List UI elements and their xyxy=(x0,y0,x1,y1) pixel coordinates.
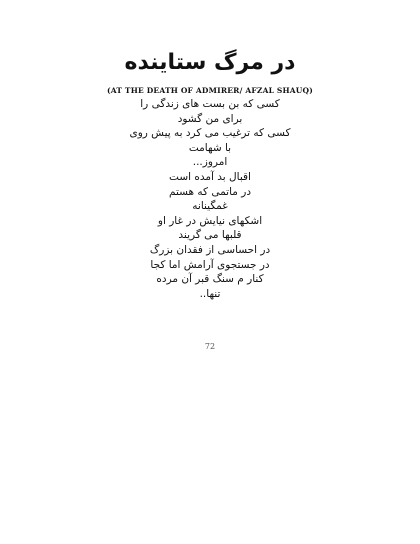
poem-line: برای من گشود xyxy=(177,112,243,125)
poem-line: با شهامت xyxy=(188,141,232,154)
page-number: 72 xyxy=(204,342,216,351)
poem-line: اقبال بد آمده است xyxy=(169,170,251,183)
poem-line: قلبها می گریند xyxy=(178,229,242,242)
poem-line: تنها.. xyxy=(199,287,221,300)
poem-line: اشکهای نیایش در غار او xyxy=(157,214,263,227)
poem-line: در ماتمی که هستم xyxy=(168,185,252,198)
poem-line: در جستجوی آرامش اما کجا xyxy=(150,258,270,271)
poem-line: کنار م سنگ قبر آن مرده xyxy=(156,273,264,286)
poem-line: غمگینانه xyxy=(192,200,228,213)
poem-subtitle: (AT THE DEATH OF ADMIRER/ AFZAL SHAUQ) xyxy=(106,86,314,95)
poem-body xyxy=(0,97,420,301)
poem-title: در مرگ ستاینده xyxy=(124,50,296,75)
poem-line: کسی که بن بست های زندگی را xyxy=(140,98,280,110)
poem-line: کسی که ترغیب می کرد به پیش روی xyxy=(129,127,291,140)
poem-line: در احساسی از فقدان بزرگ xyxy=(149,243,271,256)
poem-line: امروز... xyxy=(192,156,228,169)
